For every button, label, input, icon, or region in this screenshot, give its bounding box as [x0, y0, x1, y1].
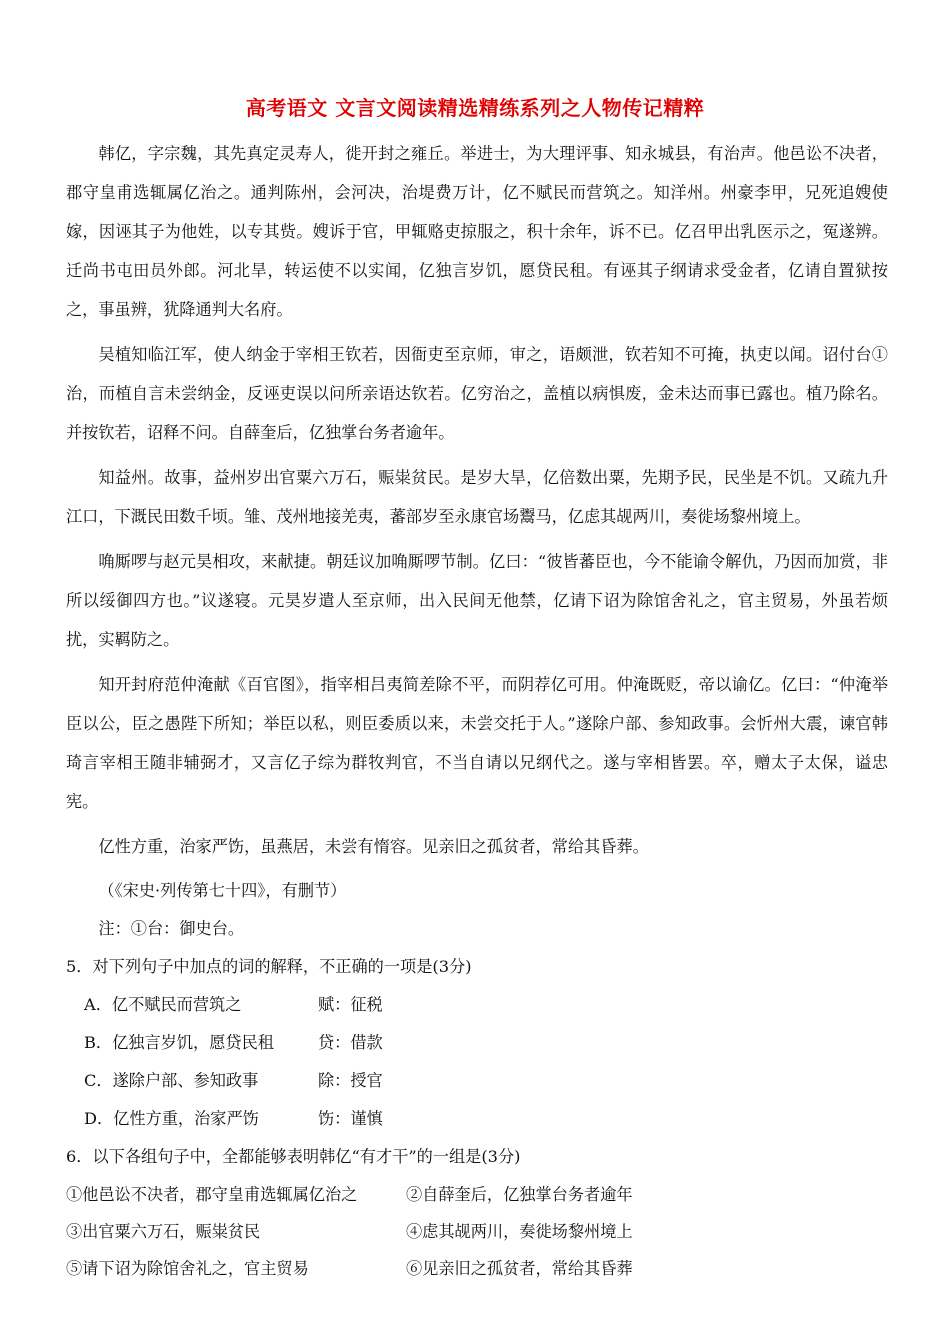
footnote: 注：①台：御史台。 [98, 919, 245, 938]
question-6-item: ②自薛奎后，亿独掌台务者逾年 [406, 1185, 633, 1204]
question-5-option [66, 1024, 888, 1062]
source-citation: （《宋史·列传第七十四》，有删节） [98, 881, 347, 900]
option-gloss: 赋：征税 [318, 995, 383, 1014]
option-text: D．亿性方重，治家严饬 [84, 1109, 259, 1128]
paragraph: 唃厮啰与赵元昊相攻，来献捷。朝廷议加唃厮啰节制。亿曰：“彼皆蕃臣也，今不能谕令解仇，乃因而加赏，非所以绥御四方也。”议遂寝。元昊岁遣人至京师，出入民间无他禁，亿请下诏为除馆舍礼之，官主贸易，外虽若烦扰，实羁防之。 [66, 552, 888, 649]
question-6-stem: 6．以下各组句子中，全都能够表明韩亿“有才干”的一组是(3分) [66, 1147, 521, 1166]
option-gloss: 除：授官 [318, 1071, 383, 1090]
paragraph: 亿性方重，治家严饬，虽燕居，未尝有惰容。见亲旧之孤贫者，常给其昏葬。 [98, 837, 649, 856]
question-6-item: ⑥见亲旧之孤贫者，常给其昏葬 [406, 1259, 633, 1278]
paragraph: 知开封府范仲淹献《百官图》，指宰相吕夷简差除不平，而阴荐亿可用。仲淹既贬，帝以谕亿。亿曰：“仲淹举臣以公，臣之愚陛下所知；举臣以私，则臣委质以来，未尝交托于人。”遂除户部、参知政事。会忻州大震，谏官韩琦言宰相王随非辅弼才，又言亿子综为群牧判官，不当自请以兄纲代之。遂与宰相皆罢。卒，赠太子太保，谥忠宪。 [66, 675, 888, 811]
question-5-option [66, 1100, 888, 1138]
question-6-item: ①他邑讼不决者，郡守皇甫选辄属亿治之 [66, 1185, 358, 1204]
option-text: C．遂除户部、参知政事 [84, 1071, 259, 1090]
document-body [66, 134, 888, 1287]
question-6-row [66, 1176, 888, 1213]
question-6-item: ④虑其觇两川，奏徙场黎州境上 [406, 1222, 633, 1241]
option-gloss: 饬：谨慎 [318, 1109, 383, 1128]
paragraph: 韩亿，字宗魏，其先真定灵寿人，徙开封之雍丘。举进士，为大理评事、知永城县，有治声。他邑讼不决者，郡守皇甫选辄属亿治之。通判陈州，会河决，治堤费万计，亿不赋民而营筑之。知洋州。州豪李甲，兄死追嫂使嫁，因诬其子为他姓，以专其赀。嫂诉于官，甲辄赂吏掠服之，积十余年，诉不已。亿召甲出乳医示之，冤遂辨。迁尚书屯田员外郎。河北旱，转运使不以实闻，亿独言岁饥，愿贷民租。有诬其子纲请求受金者，亿请自置狱按之，事虽辨，犹降通判大名府。 [66, 144, 888, 319]
question-5-option [66, 1062, 888, 1100]
option-text: B．亿独言岁饥，愿贷民租 [84, 1033, 274, 1052]
option-gloss: 贷：借款 [318, 1033, 383, 1052]
question-6-row [66, 1213, 888, 1250]
question-6-item: ⑤请下诏为除馆舍礼之，官主贸易 [66, 1259, 309, 1278]
option-text: A．亿不赋民而营筑之 [84, 995, 242, 1014]
paragraph: 吴植知临江军，使人纳金于宰相王钦若，因衙吏至京师，审之，语颇泄，钦若知不可掩，执吏以闻。诏付台①治，而植自言未尝纳金，反诬吏误以问所亲语达钦若。亿穷治之，盖植以病惧废，金未达而事已露也。植乃除名。并按钦若，诏释不问。自薛奎后，亿独掌台务者逾年。 [66, 345, 888, 442]
paragraph: 知益州。故事，益州岁出官粟六万石，赈粜贫民。是岁大旱，亿倍数出粟，先期予民，民坐是不饥。又疏九升江口，下溉民田数千顷。雏、茂州地接羌夷，蕃部岁至永康官场鬻马，亿虑其觇两川，奏徙场黎州境上。 [66, 468, 888, 526]
question-6-item: ③出官粟六万石，赈粜贫民 [66, 1222, 261, 1241]
document-title: 高考语文 文言文阅读精选精练系列之人物传记精粹 [245, 96, 705, 120]
question-5-stem: 5．对下列句子中加点的词的解释，不正确的一项是(3分) [66, 957, 472, 976]
question-6-row [66, 1250, 888, 1287]
question-5-option [66, 986, 888, 1024]
